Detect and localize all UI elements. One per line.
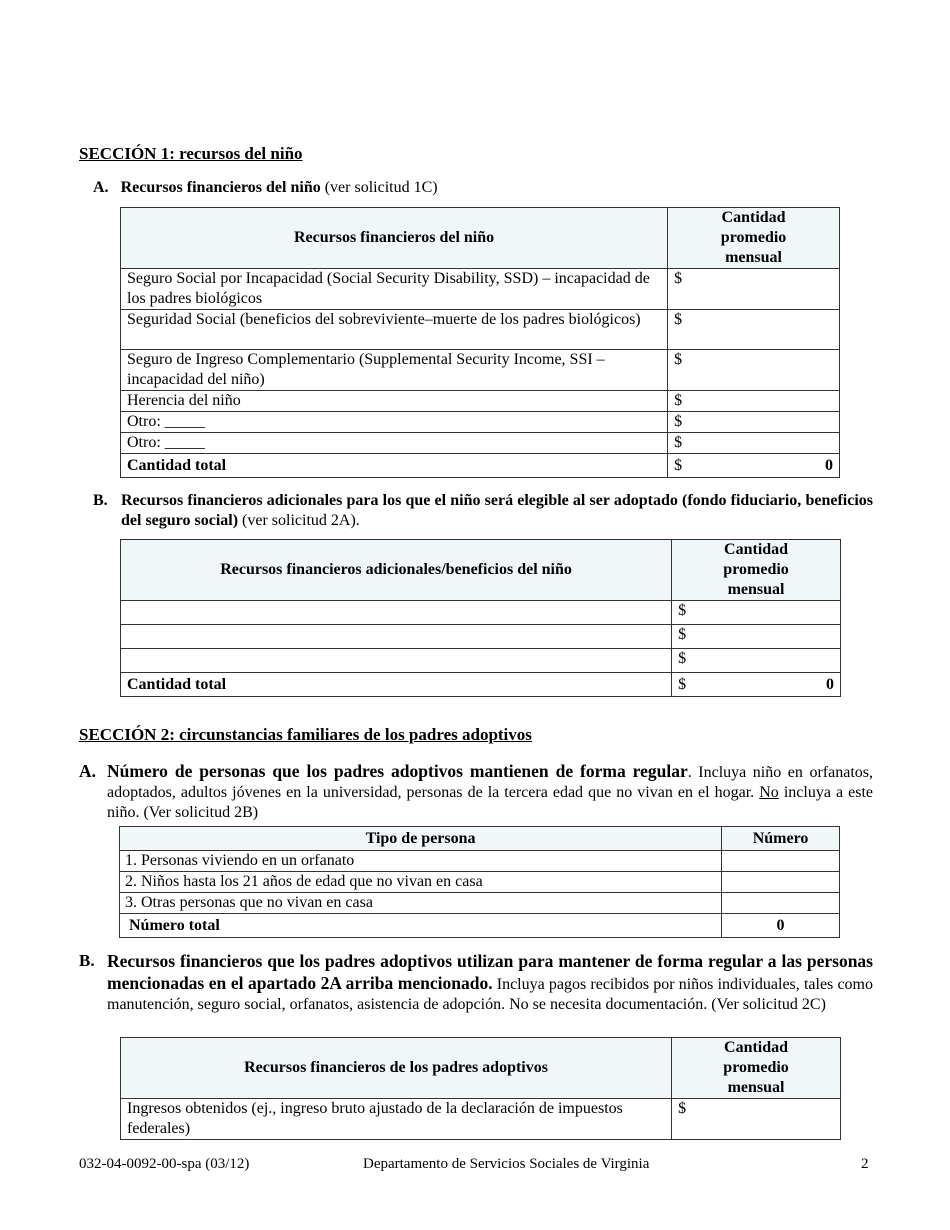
row-label-field[interactable] [121, 601, 672, 625]
row-amount-field[interactable] [672, 625, 841, 649]
table-row [121, 433, 840, 454]
table-row [121, 269, 840, 310]
table-row [121, 1099, 841, 1140]
row-label: Seguridad Social (beneficios del sobreviviente–muerte de los padres biológicos) [121, 310, 668, 350]
table-header-row [121, 1038, 841, 1099]
header-amount: Cantidad promedio mensual [668, 208, 840, 269]
currency-symbol: $ [674, 270, 683, 287]
row-amount-field[interactable] [668, 269, 840, 310]
total-value: 0 [826, 675, 834, 693]
table-header-row [120, 827, 840, 851]
currency-symbol: $ [674, 456, 683, 474]
section2-a-bold: Número de personas que los padres adoptivos mantienen de forma regular [107, 761, 688, 781]
row-label: Otro: _____ [121, 412, 668, 433]
currency-symbol: $ [674, 392, 683, 409]
footer-department: Departamento de Servicios Sociales de Virginia [363, 1156, 650, 1172]
header-number: Número [722, 827, 840, 851]
section2-a-normal: . Incluya niño en orfanatos, adoptados, adultos jóvenes en la universidad, personas de la tercera edad que no vivan en el hogar. [107, 764, 873, 801]
header-amount: Cantidad promedio mensual [672, 1038, 841, 1099]
row-amount-field[interactable] [672, 1099, 841, 1140]
row-amount-field[interactable] [668, 350, 840, 391]
table-row [121, 601, 841, 625]
section2-a-heading [79, 761, 873, 823]
table-row [121, 625, 841, 649]
currency-symbol: $ [678, 675, 687, 693]
row-label: Otro: _____ [121, 433, 668, 454]
persons-table [119, 826, 840, 938]
total-label: Número total [120, 914, 722, 938]
row-label-field[interactable] [121, 625, 672, 649]
currency-symbol: $ [674, 351, 683, 368]
table-header-row [121, 208, 840, 269]
table-row [121, 412, 840, 433]
currency-symbol: $ [678, 1100, 687, 1117]
section1-a-heading [93, 178, 438, 198]
row-label: Ingresos obtenidos (ej., ingreso bruto ajustado de la declaración de impuestos federales) [121, 1099, 672, 1140]
additional-resources-table [120, 539, 841, 697]
section1-a-bold: Recursos financieros del niño [120, 179, 321, 196]
table-header-row [121, 540, 841, 601]
row-amount-field[interactable] [672, 649, 841, 673]
total-label: Cantidad total [121, 454, 668, 478]
row-number-field[interactable] [722, 872, 840, 893]
footer-page-number: 2 [861, 1156, 869, 1172]
currency-symbol: $ [674, 434, 683, 451]
row-number-field[interactable] [722, 893, 840, 914]
header-parent-resources: Recursos financieros de los padres adoptivos [121, 1038, 672, 1099]
section2-b-heading [79, 951, 873, 1015]
table-row [120, 893, 840, 914]
row-label: Herencia del niño [121, 391, 668, 412]
section2-b-normal: Incluya pagos recibidos por niños individuales, tales como manutención, seguro social, orfanatos, asistencia de adopción. No se necesita documentación. (Ver solicitud 2C) [107, 976, 874, 1013]
currency-symbol: $ [678, 602, 687, 619]
section1-b-letter: B. [93, 492, 108, 509]
header-resources: Recursos financieros del niño [121, 208, 668, 269]
parent-resources-table [120, 1037, 841, 1140]
total-label: Cantidad total [121, 673, 672, 697]
table-row [121, 391, 840, 412]
table-row [120, 851, 840, 872]
section1-b-heading [93, 491, 873, 531]
total-value: 0 [722, 914, 840, 938]
row-number-field[interactable] [722, 851, 840, 872]
table-row [121, 649, 841, 673]
total-amount [672, 673, 841, 697]
row-amount-field[interactable] [668, 433, 840, 454]
currency-symbol: $ [674, 311, 683, 328]
row-label: 2. Niños hasta los 21 años de edad que no vivan en casa [120, 872, 722, 893]
section2-a-tail: incluya a este niño. (Ver solicitud 2B) [107, 784, 874, 821]
total-row [120, 914, 840, 938]
row-amount-field[interactable] [668, 412, 840, 433]
section2-b-bold: Recursos financieros que los padres adoptivos utilizan para mantener de forma regular a las personas mencionadas en el apartado 2A arriba mencionado. [107, 951, 873, 993]
currency-symbol: $ [678, 626, 687, 643]
currency-symbol: $ [674, 413, 683, 430]
row-label: Seguro de Ingreso Complementario (Supplemental Security Income, SSI – incapacidad del niño) [121, 350, 668, 391]
row-amount-field[interactable] [668, 310, 840, 350]
section1-b-bold: Recursos financieros adicionales para los que el niño será elegible al ser adoptado (fondo fiduciario, beneficios del seguro social) [121, 492, 873, 529]
row-label: 1. Personas viviendo en un orfanato [120, 851, 722, 872]
section2-title: SECCIÓN 2: circunstancias familiares de los padres adoptivos [79, 725, 532, 744]
table-row [121, 310, 840, 350]
header-additional-resources: Recursos financieros adicionales/beneficios del niño [121, 540, 672, 601]
section2-a-underlined: No [759, 784, 779, 801]
total-amount [668, 454, 840, 478]
section2-a-letter: A. [79, 761, 97, 781]
row-label-field[interactable] [121, 649, 672, 673]
section1-b-normal: (ver solicitud 2A). [238, 512, 360, 529]
row-label: Seguro Social por Incapacidad (Social Security Disability, SSD) – incapacidad de los padres biológicos [121, 269, 668, 310]
section2-b-letter: B. [79, 951, 95, 970]
child-resources-table [120, 207, 840, 478]
table-row [121, 350, 840, 391]
header-amount: Cantidad promedio mensual [672, 540, 841, 601]
total-row [121, 454, 840, 478]
currency-symbol: $ [678, 650, 687, 667]
footer-form-code: 032-04-0092-00-spa (03/12) [79, 1156, 250, 1172]
row-label: 3. Otras personas que no vivan en casa [120, 893, 722, 914]
total-value: 0 [825, 456, 833, 474]
header-person-type: Tipo de persona [120, 827, 722, 851]
section1-title: SECCIÓN 1: recursos del niño [79, 144, 303, 163]
section1-a-letter: A. [93, 179, 109, 196]
total-row [121, 673, 841, 697]
section1-a-normal: (ver solicitud 1C) [320, 179, 438, 196]
row-amount-field[interactable] [668, 391, 840, 412]
table-row [120, 872, 840, 893]
row-amount-field[interactable] [672, 601, 841, 625]
